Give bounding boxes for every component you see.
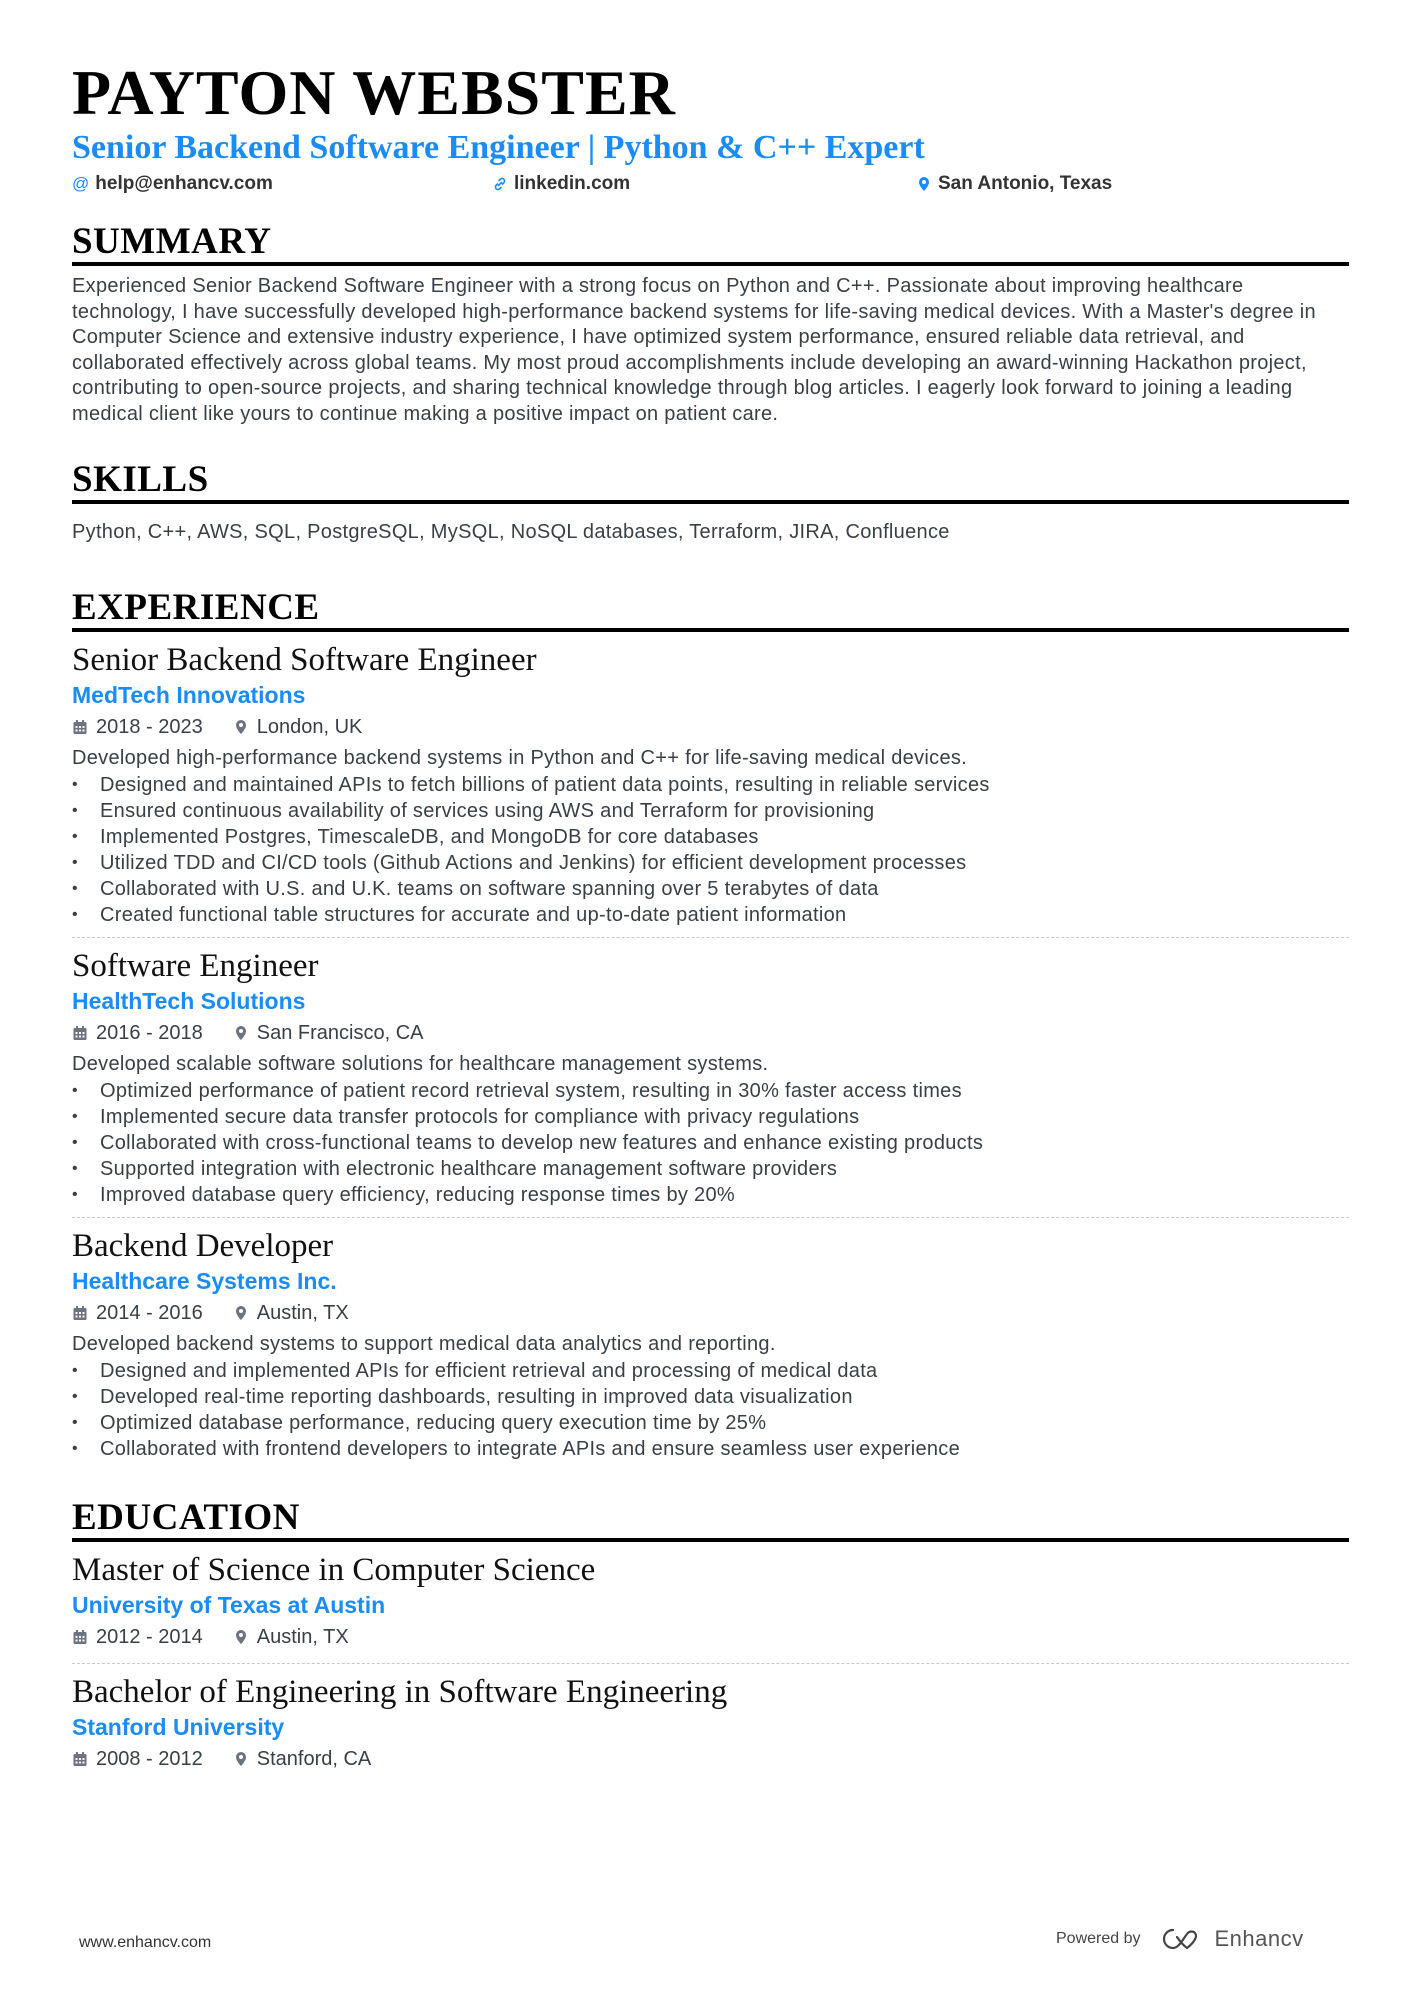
school-name: Stanford University [72,1714,285,1740]
degree-title: Master of Science in Computer Science [72,1552,596,1588]
company-name: MedTech Innovations [72,682,306,708]
summary-section [72,222,1349,428]
powered-by-label: Powered by [1056,1930,1141,1947]
entry-meta [72,1620,1349,1654]
experience-entry [72,946,1349,1218]
calendar-icon [72,719,88,735]
school-name: University of Texas at Austin [72,1592,386,1618]
enhancv-logo-icon [1159,1926,1205,1952]
calendar-icon [72,1305,88,1321]
location-text: San Antonio, Texas [938,173,1113,194]
achievement-list [72,1078,1349,1208]
location-pin-icon [233,1305,249,1321]
education-entry [72,1550,1349,1664]
achievement-item: • Supported integration with electronic healthcare management software providers [72,1156,1349,1182]
job-title: Senior Backend Software Engineer [72,642,537,678]
experience-section [72,588,1349,1471]
footer-branding [1056,1926,1304,1952]
achievement-item: • Optimized performance of patient record retrieval system, resulting in 30% faster access times [72,1078,1349,1104]
achievement-list [72,772,1349,928]
enhancv-brand: Enhancv [1214,1926,1304,1951]
achievement-item: • Optimized database performance, reducing query execution time by 25% [72,1410,1349,1436]
achievement-item: • Collaborated with frontend developers to integrate APIs and ensure seamless user experience [72,1436,1349,1462]
resume-header [72,58,1349,198]
skills-text: Python, C++, AWS, SQL, PostgreSQL, MySQL, NoSQL databases, Terraform, JIRA, Confluence [72,521,950,543]
company-name: Healthcare Systems Inc. [72,1268,337,1294]
candidate-headline: Senior Backend Software Engineer | Python & C++ Expert [72,129,925,166]
link-icon [492,176,508,192]
job-title: Software Engineer [72,948,319,984]
calendar-icon [72,1025,88,1041]
calendar-icon [72,1751,88,1767]
at-icon: @ [72,174,90,193]
footer-website[interactable]: www.enhancv.com [79,1934,212,1951]
job-description: Developed scalable software solutions for healthcare management systems. [72,1053,769,1075]
achievement-item: • Collaborated with U.S. and U.K. teams on software spanning over 5 terabytes of data [72,876,1349,902]
contact-link[interactable] [492,170,630,198]
location-pin-icon [233,719,249,735]
entry-dates: 2008 - 2012 [96,1748,203,1770]
entry-dates: 2014 - 2016 [96,1302,203,1324]
section-heading: EDUCATION [72,1498,1349,1542]
contact-location [916,170,1112,198]
entry-meta [72,1296,1349,1330]
job-description: Developed high-performance backend systems in Python and C++ for life-saving medical devices. [72,747,968,769]
achievement-item: • Developed real-time reporting dashboards, resulting in improved data visualization [72,1384,1349,1410]
job-description: Developed backend systems to support medical data analytics and reporting. [72,1333,776,1355]
entry-dates: 2012 - 2014 [96,1626,203,1648]
entry-dates: 2018 - 2023 [96,716,203,738]
entry-meta [72,1742,1349,1776]
location-pin-icon [233,1751,249,1767]
achievement-item: • Collaborated with cross-functional teams to develop new features and enhance existing products [72,1130,1349,1156]
link-text: linkedin.com [514,173,631,194]
achievement-item: • Ensured continuous availability of services using AWS and Terraform for provisioning [72,798,1349,824]
location-pin-icon [233,1025,249,1041]
entry-location: London, UK [256,716,363,738]
achievement-item: • Utilized TDD and CI/CD tools (Github Actions and Jenkins) for efficient development processes [72,850,1349,876]
education-section [72,1498,1349,1785]
achievement-item: • Implemented secure data transfer protocols for compliance with privacy regulations [72,1104,1349,1130]
experience-entry [72,640,1349,938]
degree-title: Bachelor of Engineering in Software Engineering [72,1674,728,1710]
location-pin-icon [233,1629,249,1645]
job-title: Backend Developer [72,1228,334,1264]
experience-entry [72,1226,1349,1471]
location-pin-icon [916,176,932,192]
achievement-list [72,1358,1349,1462]
entry-location: Austin, TX [256,1626,349,1648]
entry-location: San Francisco, CA [256,1022,424,1044]
company-name: HealthTech Solutions [72,988,306,1014]
section-heading: EXPERIENCE [72,588,1349,632]
education-entry [72,1672,1349,1785]
candidate-name: PAYTON WEBSTER [72,57,676,128]
skills-section [72,460,1349,546]
entry-location: Austin, TX [256,1302,349,1324]
summary-text: Experienced Senior Backend Software Engineer with a strong focus on Python and C++. Passionate about improving healthcare technology, I have successfully developed high-performance backend systems for life-saving medical devices. With a Master's degree in Computer Science and extensive industry experience, I have optimized system performance, ensured reliable data retrieval, and collaborated effectively across global teams. My most proud accomplishments include developing an award-winning Hackathon project, contributing to open-source projects, and sharing technical knowledge through blog articles. I eagerly look forward to joining a leading medical client like yours to continue making a positive impact on patient care. [72,275,1316,425]
entry-dates: 2016 - 2018 [96,1022,203,1044]
calendar-icon [72,1629,88,1645]
achievement-item: • Implemented Postgres, TimescaleDB, and MongoDB for core databases [72,824,1349,850]
entry-meta [72,710,1349,744]
section-heading: SKILLS [72,460,1349,504]
achievement-item: • Improved database query efficiency, reducing response times by 20% [72,1182,1349,1208]
entry-location: Stanford, CA [256,1748,372,1770]
achievement-item: • Designed and maintained APIs to fetch billions of patient data points, resulting in reliable services [72,772,1349,798]
contact-row [72,170,1349,198]
contact-email[interactable] [72,170,273,198]
email-text: help@enhancv.com [95,173,273,194]
achievement-item: • Created functional table structures for accurate and up-to-date patient information [72,902,1349,928]
entry-meta [72,1016,1349,1050]
section-heading: SUMMARY [72,222,1349,266]
achievement-item: • Designed and implemented APIs for efficient retrieval and processing of medical data [72,1358,1349,1384]
